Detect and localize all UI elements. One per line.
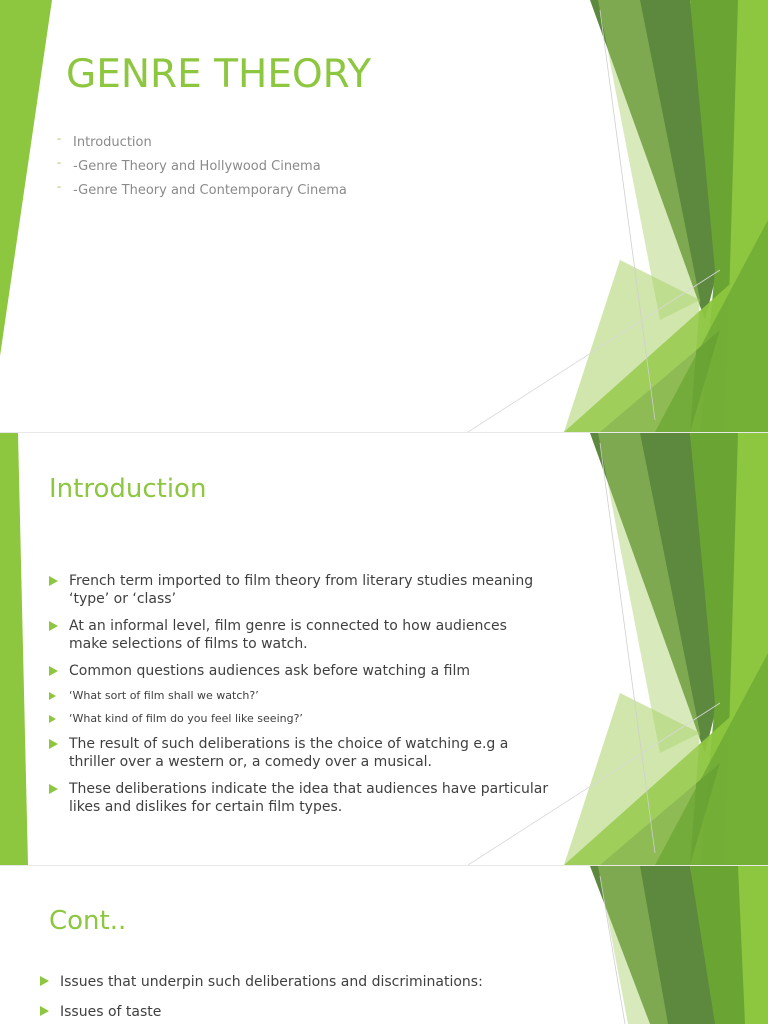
slide-title-heading: GENRE THEORY xyxy=(66,52,372,97)
bullet-list xyxy=(49,572,549,825)
sub-bullet-item: ‘What kind of film do you feel like seeing?’ xyxy=(49,712,549,726)
triangle-bullet-icon xyxy=(49,692,56,700)
agenda-item: - -Genre Theory and Hollywood Cinema xyxy=(57,158,347,182)
triangle-bullet-icon xyxy=(49,621,58,631)
triangle-bullet-icon xyxy=(40,976,49,986)
slide-title xyxy=(0,0,768,432)
agenda-item: - Introduction xyxy=(57,134,347,158)
bullet-item: Issues of taste xyxy=(40,1003,560,1021)
bullet-list xyxy=(40,973,560,1033)
slide-heading: Cont.. xyxy=(49,906,127,936)
bullet-item: At an informal level, film genre is connected to how audiences make selections of films to watch. xyxy=(49,617,549,653)
slide-heading: Introduction xyxy=(49,474,207,504)
sub-bullet-item: ‘What sort of film shall we watch?’ xyxy=(49,689,549,703)
bullet-item: Issues that underpin such deliberations and discriminations: xyxy=(40,973,560,991)
triangle-bullet-icon xyxy=(49,739,58,749)
triangle-bullet-icon xyxy=(49,715,56,723)
triangle-bullet-icon xyxy=(49,576,58,586)
triangle-bullet-icon xyxy=(49,666,58,676)
triangle-bullet-icon xyxy=(49,784,58,794)
triangle-bullet-icon xyxy=(40,1006,49,1016)
agenda-item: - -Genre Theory and Contemporary Cinema xyxy=(57,182,347,206)
bullet-item: Common questions audiences ask before watching a film xyxy=(49,662,549,680)
bullet-item: The result of such deliberations is the choice of watching e.g a thriller over a western or, a comedy over a musical. xyxy=(49,735,549,771)
bullet-item: These deliberations indicate the idea that audiences have particular likes and dislikes for certain film types. xyxy=(49,780,549,816)
bullet-item: French term imported to film theory from literary studies meaning ‘type’ or ‘class’ xyxy=(49,572,549,608)
agenda-list xyxy=(57,134,347,206)
